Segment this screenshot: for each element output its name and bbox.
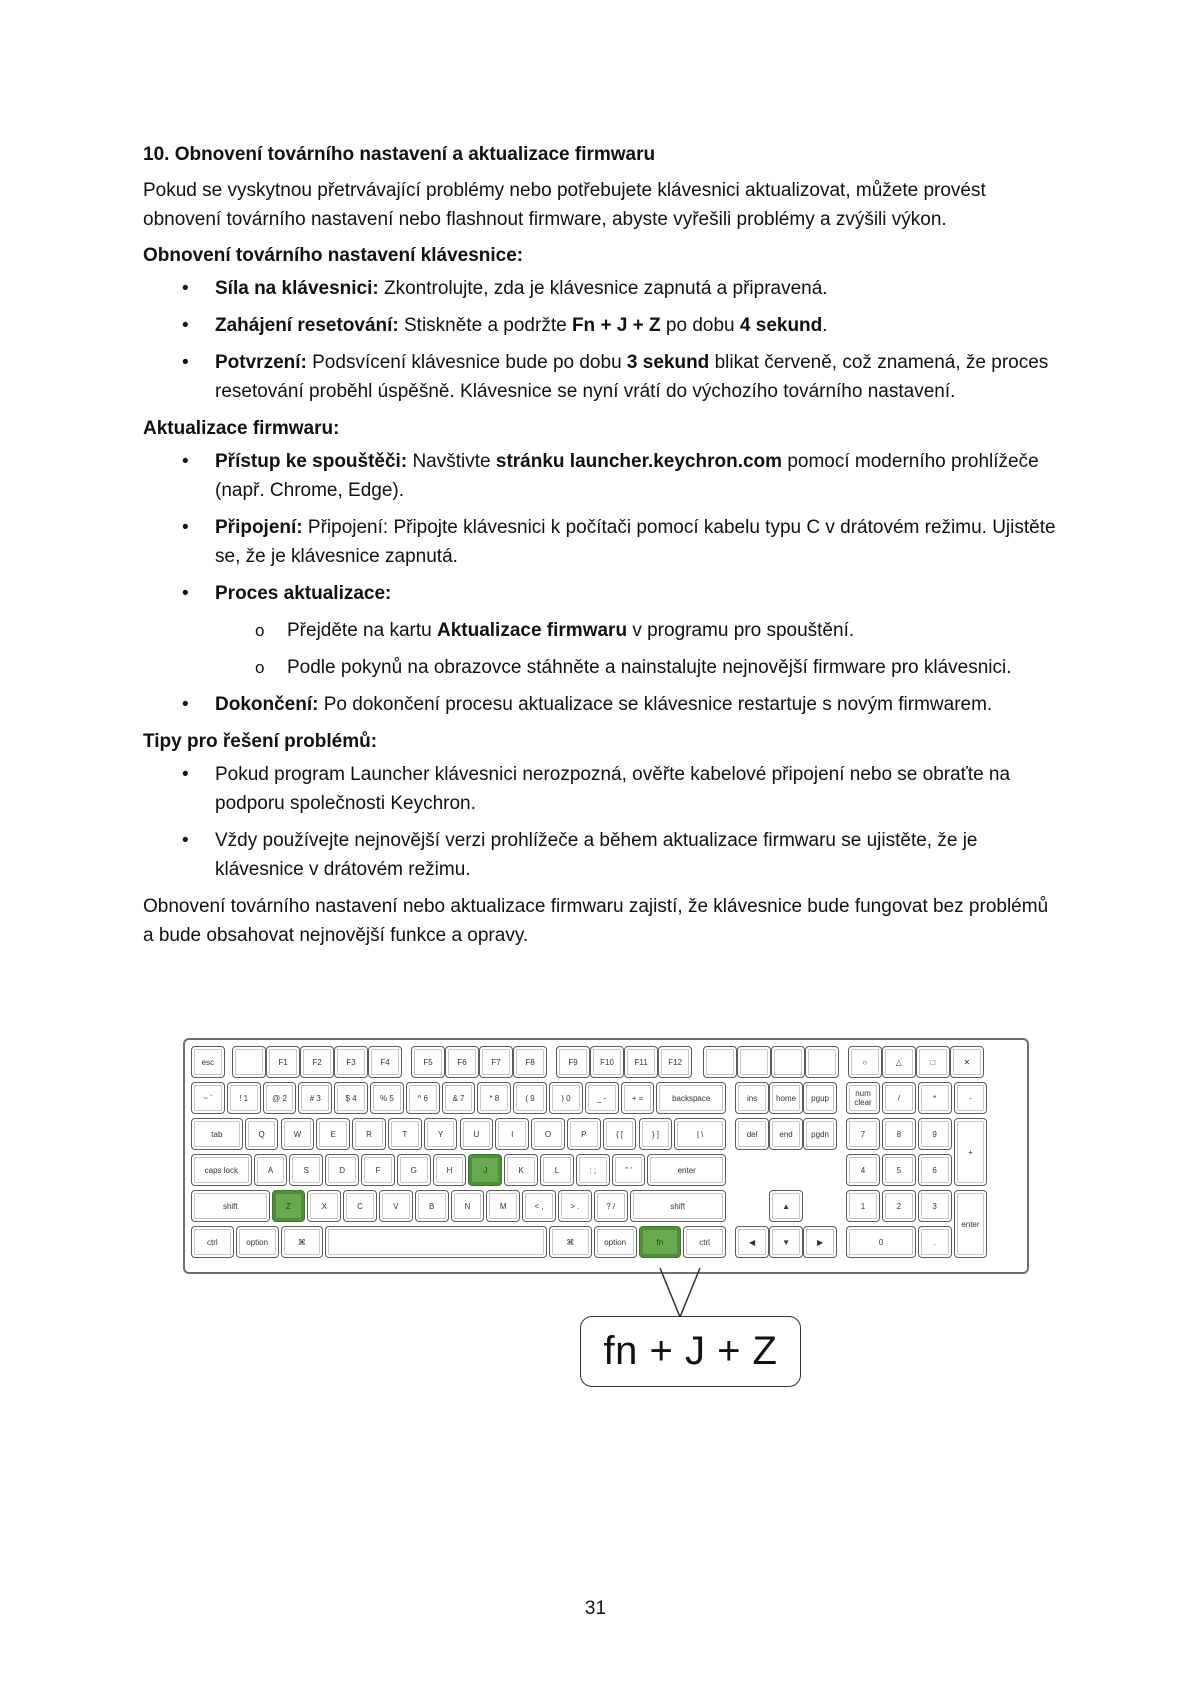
key-s: S	[289, 1154, 323, 1186]
key-blank	[805, 1046, 839, 1078]
key-i: I	[495, 1118, 529, 1150]
list-item	[143, 274, 1063, 303]
key-blank	[232, 1046, 266, 1078]
key-3: 3	[918, 1190, 952, 1222]
item-text: Zkontrolujte, zda je klávesnice zapnutá a připravená.	[378, 278, 828, 299]
key--6: ^ 6	[406, 1082, 440, 1114]
key-option: option	[594, 1226, 637, 1258]
key--: ? /	[594, 1190, 628, 1222]
sub-list	[215, 616, 1063, 682]
key-num-clear: num clear	[846, 1082, 880, 1114]
key-ins: ins	[735, 1082, 769, 1114]
key-f6: F6	[445, 1046, 479, 1078]
reset-heading: Obnovení továrního nastavení klávesnice:	[143, 245, 524, 266]
key--: ○	[848, 1046, 882, 1078]
item-text: Podsvícení klávesnice bude po dobu	[306, 352, 627, 373]
key-0: 0	[846, 1226, 916, 1258]
key-f7: F7	[479, 1046, 513, 1078]
document-body	[143, 140, 1063, 957]
key-backspace: backspace	[656, 1082, 726, 1114]
item-emphasis: 4 sekund	[739, 315, 823, 336]
key--: ▼	[769, 1226, 803, 1258]
key-tab: tab	[191, 1118, 243, 1150]
key-f2: F2	[300, 1046, 334, 1078]
key-pgup: pgup	[803, 1082, 837, 1114]
key--8: * 8	[477, 1082, 511, 1114]
key--2: @ 2	[263, 1082, 297, 1114]
key-7: 7	[846, 1118, 880, 1150]
firmware-list	[143, 447, 1063, 719]
item-label: Přístup ke spouštěči:	[215, 451, 408, 472]
key-q: Q	[245, 1118, 279, 1150]
key--: *	[918, 1082, 952, 1114]
item-text: v programu pro spouštění.	[627, 620, 855, 641]
key-v: V	[379, 1190, 413, 1222]
tips-heading: Tipy pro řešení problémů:	[143, 731, 378, 752]
key-pgdn: pgdn	[803, 1118, 837, 1150]
key--: _ -	[585, 1082, 619, 1114]
key-j: J	[468, 1154, 502, 1186]
key-x: X	[307, 1190, 341, 1222]
key--: : ;	[576, 1154, 610, 1186]
key-c: C	[343, 1190, 377, 1222]
sub-list-item	[215, 653, 1063, 682]
item-label: Síla na klávesnici:	[215, 278, 379, 299]
key--5: % 5	[370, 1082, 404, 1114]
key--: ⌘	[549, 1226, 592, 1258]
item-label: Proces aktualizace:	[215, 583, 392, 604]
key-shift: shift	[630, 1190, 726, 1222]
key-f12: F12	[658, 1046, 692, 1078]
list-item: • Pokud program Launcher klávesnici nerozpozná, ověřte kabelové připojení nebo se obraťte na podporu společnosti Keychron.	[143, 760, 1063, 818]
key-a: A	[254, 1154, 288, 1186]
key--: □	[916, 1046, 950, 1078]
key--: /	[882, 1082, 916, 1114]
item-emphasis: Aktualizace firmwaru	[436, 620, 628, 641]
key-shift: shift	[191, 1190, 270, 1222]
item-text: Stiskněte a podržte	[398, 315, 572, 336]
key--: < ,	[522, 1190, 556, 1222]
key-f9: F9	[556, 1046, 590, 1078]
key--: ▶	[803, 1226, 837, 1258]
key-blank	[737, 1046, 771, 1078]
tips-list	[143, 760, 1063, 884]
key-1: 1	[846, 1190, 880, 1222]
key--: + =	[621, 1082, 655, 1114]
key--: } ]	[639, 1118, 673, 1150]
key-4: 4	[846, 1154, 880, 1186]
intro-paragraph: Pokud se vyskytnou přetrvávající problémy nebo potřebujete klávesnici aktualizovat, můžete provést obnovení továrního nastavení nebo flashnout firmware, abyste vyřešili problémy a zvýšili výkon.	[143, 180, 986, 230]
reset-list	[143, 274, 1063, 406]
list-item	[143, 690, 1063, 719]
key-enter: enter	[647, 1154, 726, 1186]
key-option: option	[236, 1226, 279, 1258]
key-o: O	[531, 1118, 565, 1150]
key-z: Z	[272, 1190, 306, 1222]
key--: " '	[612, 1154, 646, 1186]
list-item	[143, 579, 1063, 682]
key-t: T	[388, 1118, 422, 1150]
key-blank	[703, 1046, 737, 1078]
key-6: 6	[918, 1154, 952, 1186]
key--: | \	[674, 1118, 726, 1150]
sub-list-item	[215, 616, 1063, 645]
key-blank	[325, 1226, 547, 1258]
key-f1: F1	[266, 1046, 300, 1078]
page-number: 31	[584, 1598, 607, 1619]
item-emphasis: stránku launcher.keychron.com	[495, 451, 783, 472]
key-f8: F8	[513, 1046, 547, 1078]
item-text: Připojení: Připojte klávesnici k počítači pomocí kabelu typu C v drátovém režimu. Ujistěte se, že je klávesnice zapnutá.	[215, 517, 1056, 567]
key--: ✕	[950, 1046, 984, 1078]
key-n: N	[451, 1190, 485, 1222]
key--: ~ `	[191, 1082, 225, 1114]
firmware-heading: Aktualizace firmwaru:	[143, 418, 340, 439]
key-home: home	[769, 1082, 803, 1114]
key--3: # 3	[298, 1082, 332, 1114]
key--: .	[918, 1226, 952, 1258]
key-k: K	[504, 1154, 538, 1186]
key--: { [	[603, 1118, 637, 1150]
key--9: ( 9	[513, 1082, 547, 1114]
item-emphasis: Fn + J + Z	[571, 315, 661, 336]
key-y: Y	[424, 1118, 458, 1150]
key-u: U	[460, 1118, 494, 1150]
key-ctrl: ctrl	[191, 1226, 234, 1258]
key--4: $ 4	[334, 1082, 368, 1114]
key-b: B	[415, 1190, 449, 1222]
key-f11: F11	[624, 1046, 658, 1078]
item-text: .	[822, 315, 828, 336]
list-item: • Vždy používejte nejnovější verzi prohlížeče a během aktualizace firmwaru se ujistěte, že je klávesnice v drátovém režimu.	[143, 826, 1063, 884]
section-title: 10. Obnovení továrního nastavení a aktualizace firmwaru	[143, 144, 656, 165]
key-end: end	[769, 1118, 803, 1150]
key-5: 5	[882, 1154, 916, 1186]
key--: ▲	[769, 1190, 803, 1222]
key--: ⌘	[281, 1226, 324, 1258]
key-combo-callout: fn + J + Z	[580, 1316, 801, 1387]
key--0: ) 0	[549, 1082, 583, 1114]
key-9: 9	[918, 1118, 952, 1150]
key-del: del	[735, 1118, 769, 1150]
item-text: Navštivte	[407, 451, 496, 472]
key-g: G	[397, 1154, 431, 1186]
key-p: P	[567, 1118, 601, 1150]
key-2: 2	[882, 1190, 916, 1222]
key-blank	[771, 1046, 805, 1078]
key-f10: F10	[590, 1046, 624, 1078]
key-enter: enter	[954, 1190, 988, 1258]
item-label: Zahájení resetování:	[215, 315, 399, 336]
key--: △	[882, 1046, 916, 1078]
key-l: L	[540, 1154, 574, 1186]
key-r: R	[352, 1118, 386, 1150]
item-emphasis: 3 sekund	[626, 352, 710, 373]
item-text: blikat červeně, což znamená, že proces resetování proběhl úspěšně. Klávesnice se nyní vrátí do výchozího továrního nastavení.	[215, 352, 1049, 402]
key--: > .	[558, 1190, 592, 1222]
key-w: W	[281, 1118, 315, 1150]
key--7: & 7	[442, 1082, 476, 1114]
item-label: Dokončení:	[215, 694, 319, 715]
list-item	[143, 311, 1063, 340]
conclusion-paragraph: Obnovení továrního nastavení nebo aktualizace firmwaru zajistí, že klávesnice bude fungovat bez problémů a bude obsahovat nejnovější funkce a opravy.	[143, 896, 1049, 946]
item-text: Podle pokynů na obrazovce stáhněte a nainstalujte nejnovější firmware pro klávesnici.	[287, 657, 1012, 678]
key-e: E	[316, 1118, 350, 1150]
item-text: po dobu	[660, 315, 740, 336]
key-f5: F5	[411, 1046, 445, 1078]
key-ctrl: ctrl	[683, 1226, 726, 1258]
key--: -	[954, 1082, 988, 1114]
key-f3: F3	[334, 1046, 368, 1078]
key-d: D	[325, 1154, 359, 1186]
list-item	[143, 447, 1063, 505]
key-f4: F4	[368, 1046, 402, 1078]
key--: +	[954, 1118, 988, 1186]
key-esc: esc	[191, 1046, 225, 1078]
list-item	[143, 513, 1063, 571]
item-text: pomocí moderního prohlížeče (např. Chrome, Edge).	[215, 451, 1039, 501]
item-label: Připojení:	[215, 517, 303, 538]
item-label: Potvrzení:	[215, 352, 307, 373]
key-h: H	[433, 1154, 467, 1186]
item-text: Přejděte na kartu	[287, 620, 437, 641]
key-m: M	[486, 1190, 520, 1222]
key--1: ! 1	[227, 1082, 261, 1114]
key--: ◀	[735, 1226, 769, 1258]
item-text: Po dokončení procesu aktualizace se klávesnice restartuje s novým firmwarem.	[318, 694, 993, 715]
key-caps-lock: caps lock	[191, 1154, 252, 1186]
key-f: F	[361, 1154, 395, 1186]
key-8: 8	[882, 1118, 916, 1150]
keyboard-diagram	[183, 1038, 1029, 1274]
key-fn: fn	[639, 1226, 682, 1258]
list-item	[143, 348, 1063, 406]
